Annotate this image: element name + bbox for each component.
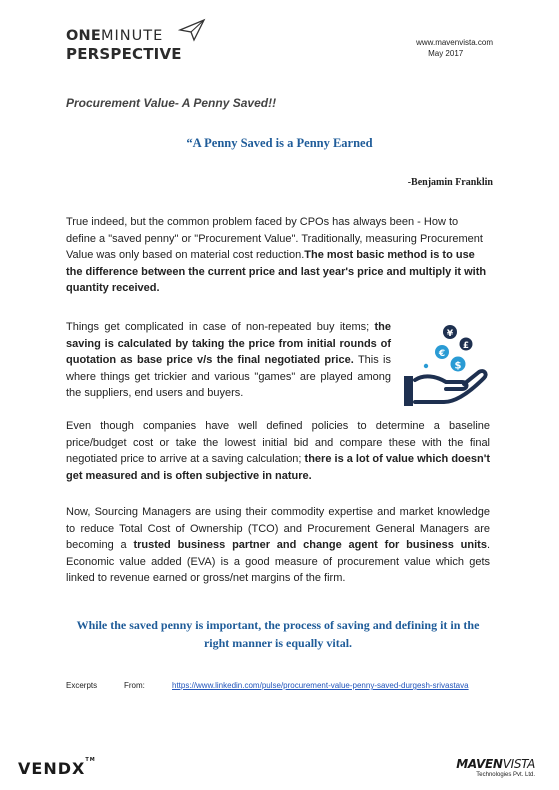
vendx-logo (18, 759, 96, 778)
publish-date: May 2017 (428, 49, 464, 58)
excerpt-label: Excerpts (66, 681, 98, 690)
paragraph-4-text-b: . Economic value added (EVA) is a good measure of procurement value which gets linked to revenue earned or gross/net margins of the firm. (66, 539, 490, 584)
paragraph-2 (66, 319, 391, 402)
paper-plane-icon (178, 18, 206, 42)
logo-word-one: ONE (66, 28, 101, 44)
svg-text:¥: ¥ (446, 329, 454, 339)
paragraph-3 (66, 418, 490, 484)
paragraph-4-text-a: Now, Sourcing Managers are using their commodity expertise and market knowledge to reduce Total Cost of Ownership (TCO) and Procurement General Managers are becoming a (66, 506, 490, 551)
paragraph-2-bold: the saving is calculated by taking the price from initial rounds of quotation as base price v/s the final negotiated price. (66, 321, 391, 366)
excerpt-source (66, 680, 506, 692)
paragraph-1 (66, 214, 490, 297)
paragraph-3-text: Even though companies have well defined policies to determine a baseline price/budget cost or take the lowest initial bid and compare these with the final negotiated price to arrive at a saving calculation; (66, 420, 490, 465)
excerpt-from-label: From: (124, 681, 145, 690)
svg-text:£: £ (463, 341, 469, 351)
paragraph-3-bold: there is a lot of value which doesn't get measured and is often subjective in nature. (66, 453, 490, 482)
paragraph-2-text-a: Things get complicated in case of non-repeated buy items; (66, 321, 375, 333)
logo-word-minute: MINUTE (100, 28, 164, 44)
closing-statement: While the saved penny is important, the process of saving and defining it in the right manner is equally vital. (76, 618, 480, 650)
maven-wordmark-a: MAVEN (456, 757, 503, 771)
source-link[interactable]: https://www.linkedin.com/pulse/procurement-value-penny-saved-durgesh-srivastava (172, 681, 469, 690)
maven-wordmark-b: VISTA (502, 757, 535, 771)
quote: “A Penny Saved is a Penny Earned (186, 136, 373, 150)
page-title: Procurement Value- A Penny Saved!! (66, 96, 277, 110)
one-minute-perspective-logo (66, 18, 206, 64)
header-meta (416, 37, 493, 59)
svg-text:€: € (438, 349, 446, 359)
hand-with-coins-icon (402, 322, 492, 410)
paragraph-2-text-b: This is where things get trickier and various "games" are played among the suppliers, end users and buyers. (66, 354, 392, 399)
website-link[interactable]: www.mavenvista.com (416, 38, 493, 47)
vendx-trademark: TM (85, 757, 96, 763)
quote-author: -Benjamin Franklin (407, 177, 493, 188)
svg-text:$: $ (454, 360, 462, 372)
vendx-wordmark: VENDX (18, 759, 86, 778)
company-subtitle: Technologies Pvt. Ltd. (476, 772, 535, 778)
paragraph-4-bold: trusted business partner and change agent for business units (133, 539, 487, 551)
paragraph-4 (66, 504, 490, 587)
paragraph-1-bold: The most basic method is to use the difference between the current price and last year's price and multiply it with quantity received. (66, 249, 487, 294)
logo-word-perspective: PERSPECTIVE (66, 45, 182, 63)
paragraph-1-text: True indeed, but the common problem faced by CPOs has always been - How to define a "saved penny" or "Procurement Value". Traditionally, measuring Procurement Value was only based on material cost reduction. (66, 216, 483, 261)
mavenvista-logo (456, 757, 535, 778)
